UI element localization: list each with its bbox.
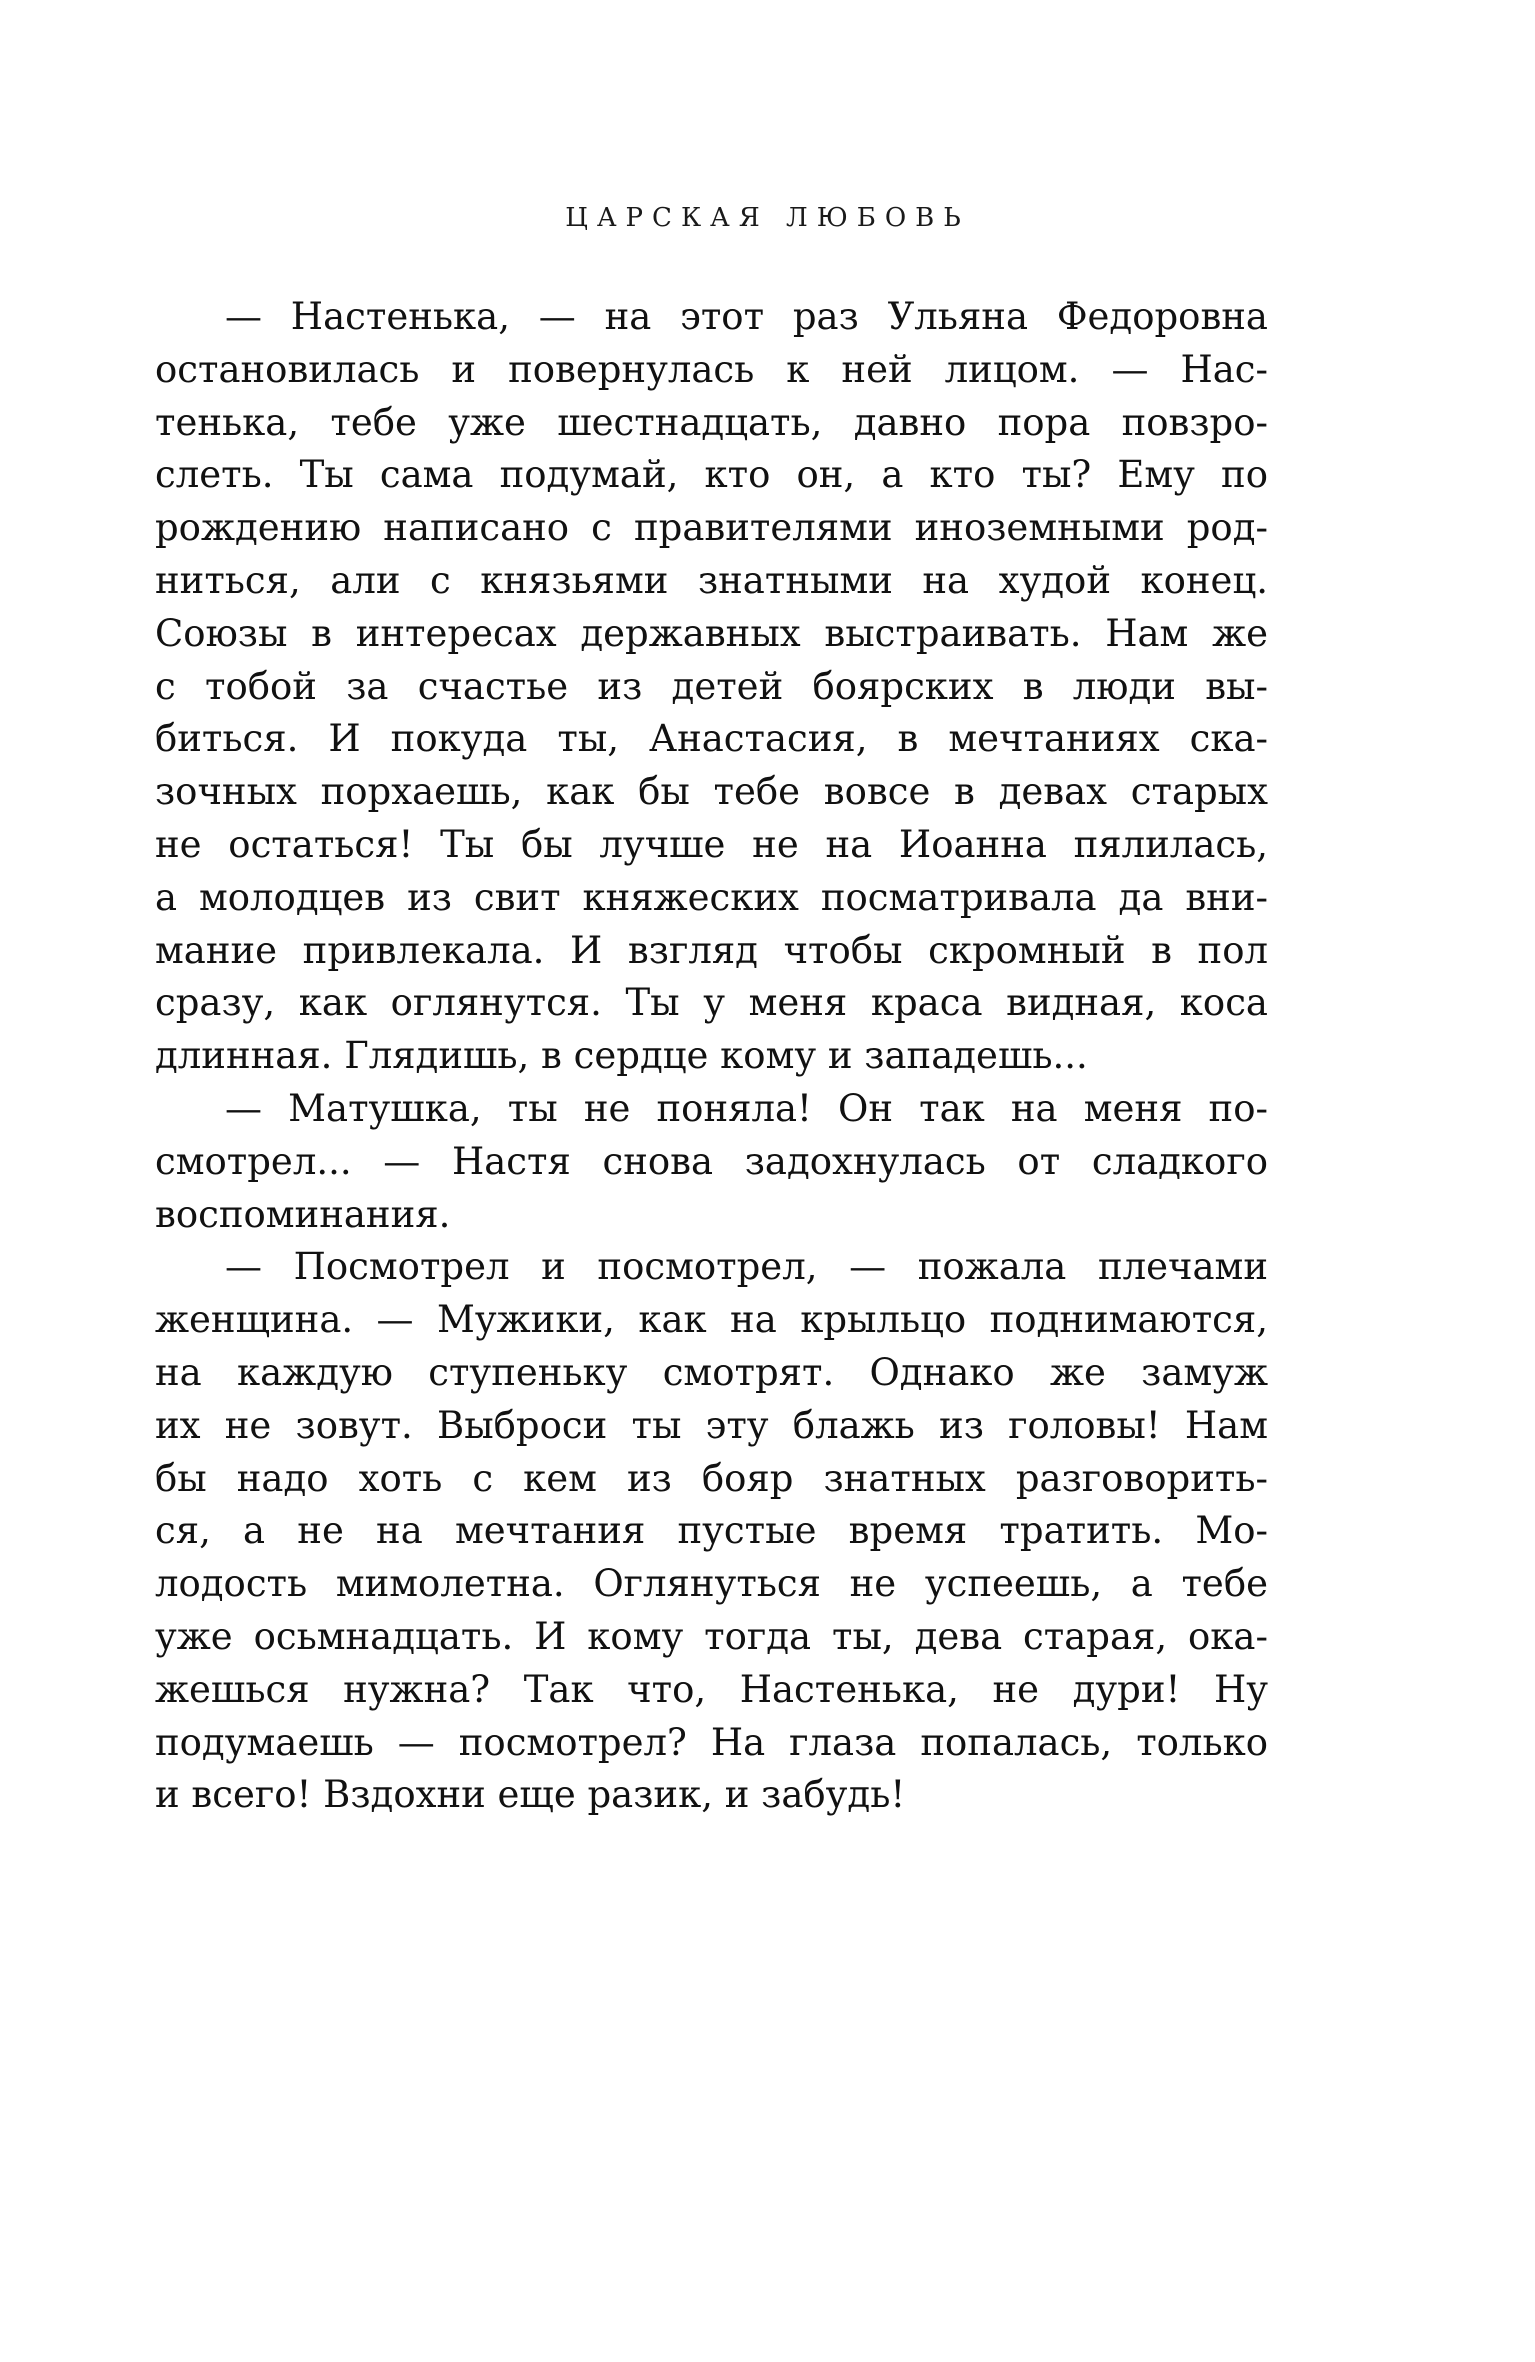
text-line: — Посмотрел и посмотрел, — пожала плечами <box>225 1245 1268 1289</box>
text-line: воспоминания. <box>155 1192 451 1236</box>
text-line: подумаешь — посмотрел? На глаза попалась, только <box>155 1720 1268 1764</box>
text-line: тенька, тебе уже шестнадцать, давно пора повзро- <box>155 400 1268 444</box>
running-head: ЦАРСКАЯ ЛЮБОВЬ <box>565 203 970 233</box>
text-line: а молодцев из свит княжеских посматривала да вни- <box>155 875 1268 919</box>
text-line: и всего! Вздохни еще разик, и забудь! <box>155 1773 906 1817</box>
text-line: на каждую ступеньку смотрят. Однако же замуж <box>155 1350 1268 1394</box>
text-line: зочных порхаешь, как бы тебе вовсе в девах старых <box>155 770 1268 814</box>
text-line: мание привлекала. И взгляд чтобы скромный в пол <box>155 928 1268 972</box>
text-line: ся, а не на мечтания пустые время тратить. Мо- <box>155 1509 1268 1553</box>
text-line: слеть. Ты сама подумай, кто он, а кто ты? Ему по <box>155 453 1268 497</box>
text-line: лодость мимолетна. Оглянуться не успеешь, а тебе <box>155 1562 1268 1606</box>
text-line: сразу, как оглянутся. Ты у меня краса видная, коса <box>155 981 1268 1025</box>
text-line: ниться, али с князьями знатными на худой конец. <box>155 558 1268 602</box>
text-line: длинная. Глядишь, в сердце кому и западешь... <box>155 1034 1088 1078</box>
text-line: с тобой за счастье из детей боярских в люди вы- <box>155 664 1268 708</box>
text-line: женщина. — Мужики, как на крыльцо поднимаются, <box>155 1298 1268 1342</box>
text-line: Союзы в интересах державных выстраивать. Нам же <box>155 611 1268 655</box>
text-line: рождению написано с правителями иноземными род- <box>155 506 1268 550</box>
text-line: их не зовут. Выброси ты эту блажь из головы! Нам <box>155 1403 1268 1447</box>
text-line: не остаться! Ты бы лучше не на Иоанна пялилась, <box>155 822 1268 866</box>
text-line: — Настенька, — на этот раз Ульяна Федоровна <box>225 295 1268 338</box>
body-text <box>155 291 1268 1822</box>
text-line: смотрел... — Настя снова задохнулась от сладкого <box>155 1139 1268 1183</box>
text-line: жешься нужна? Так что, Настенька, не дури! Ну <box>155 1667 1268 1711</box>
text-line: — Матушка, ты не поняла! Он так на меня по- <box>225 1086 1268 1130</box>
text-line: уже осьмнадцать. И кому тогда ты, дева старая, ока- <box>155 1614 1268 1658</box>
text-line: биться. И покуда ты, Анастасия, в мечтаниях ска- <box>155 717 1268 761</box>
text-line: остановилась и повернулась к ней лицом. — Нас- <box>155 347 1268 391</box>
text-line: бы надо хоть с кем из бояр знатных разговорить- <box>155 1456 1268 1500</box>
